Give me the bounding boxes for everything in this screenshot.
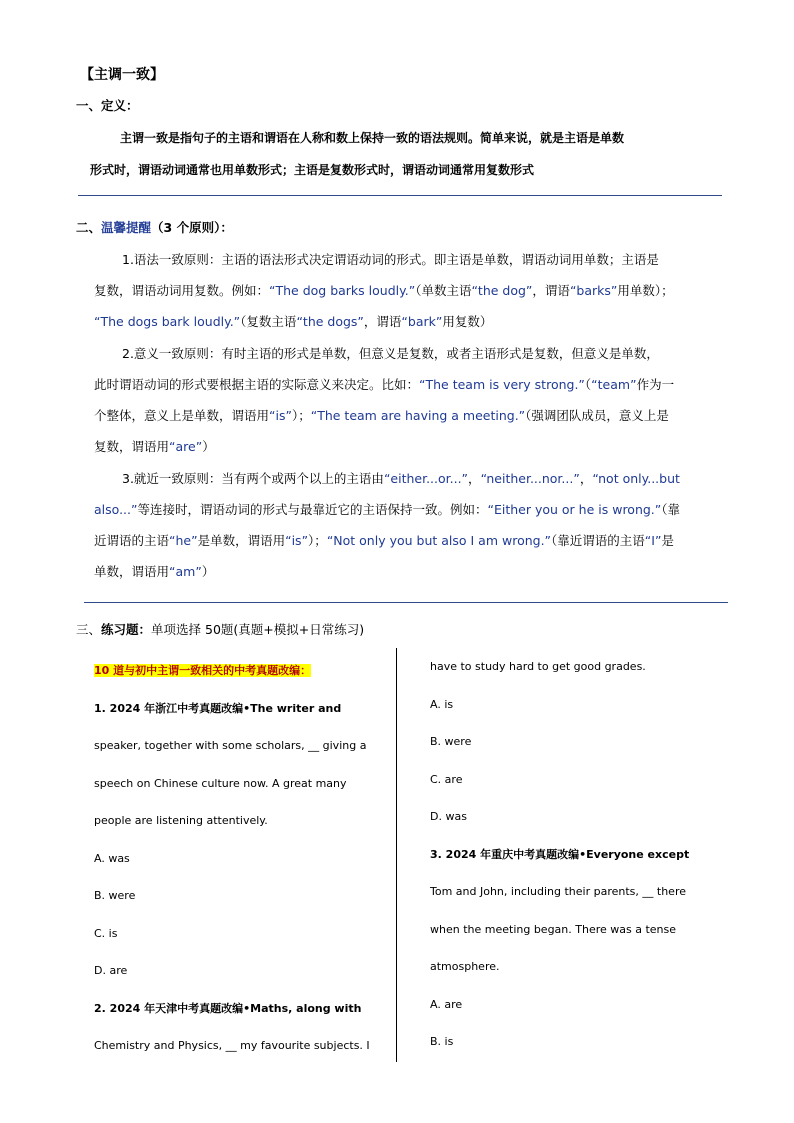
divider-1 <box>78 195 722 196</box>
question-3-line-3: when the meeting began. There was a tense <box>430 922 677 936</box>
column-divider <box>396 648 397 1062</box>
principle-3 <box>94 463 724 587</box>
section-definition-heading: 一、定义： <box>76 98 139 113</box>
text: ）； <box>308 533 327 548</box>
tips-heading-prefix: 二、 <box>76 220 102 235</box>
principle-1 <box>94 244 724 337</box>
q3-option: B. is <box>430 1035 454 1048</box>
text: 复数，谓语用 <box>94 439 170 454</box>
principle-2 <box>94 338 724 462</box>
highlight-note: 10 道与初中主谓一致相关的中考真题改编： <box>94 664 312 677</box>
q2-option: A. is <box>430 697 454 711</box>
definition-line-2: 形式时，谓语动词通常也用单数形式；主语是复数形式时，谓语动词通常用复数形式 <box>90 163 535 177</box>
left-column <box>94 652 384 1065</box>
question-1-line-4: people are listening attentively. <box>94 814 268 827</box>
q1-option: A. was <box>94 851 130 865</box>
example-quote: “is” <box>269 408 292 423</box>
text: 用复数） <box>442 314 493 329</box>
example-quote: “is” <box>285 533 309 548</box>
text: ， <box>468 471 481 486</box>
question-1-line-1: 1. 2024 年浙江中考真题改编•The writer and <box>94 701 342 715</box>
principle-1-line-a: 1.语法一致原则：主语的语法形式决定谓语动词的形式。即主语是单数，谓语动词用单数；主语是 <box>122 252 659 267</box>
question-2-line-1: 2. 2024 年天津中考真题改编•Maths, along with <box>94 1001 362 1015</box>
section-tips-heading <box>76 218 233 236</box>
question-1-line-2: speaker, together with some scholars, __ giving a <box>94 739 367 752</box>
example-quote: “The dogs bark loudly.” <box>94 314 241 329</box>
question-2-line-3: have to study hard to get good grades. <box>430 660 646 673</box>
q2-option: D. was <box>430 810 467 823</box>
text: 单项选择 50题(真题+模拟+日常练习) <box>151 622 365 637</box>
question-2-line-2: Chemistry and Physics, __ my favourite subjects. I <box>94 1039 370 1052</box>
q1-option: B. were <box>94 889 136 902</box>
text: 个整体，意义上是单数，谓语用 <box>94 408 270 423</box>
text: （单数主语 <box>415 283 472 298</box>
text: ，谓语 <box>532 283 570 298</box>
text: 复数，谓语动词用复数。例如： <box>94 283 270 298</box>
example-quote: “I” <box>644 533 662 548</box>
q1-option: C. is <box>94 926 118 940</box>
tips-heading-suffix: （3 个原则）： <box>151 220 233 235</box>
example-quote: “the dog” <box>471 283 533 298</box>
divider-2 <box>84 602 728 603</box>
text: 作为一 <box>636 377 675 392</box>
question-3-line-2: Tom and John, including their parents, __ there <box>430 885 686 898</box>
text: ） <box>201 564 215 579</box>
text: 用单数）； <box>617 283 674 298</box>
example-quote: also...” <box>94 502 138 517</box>
text: ， <box>579 471 593 486</box>
page-title: 【主调一致】 <box>80 67 164 83</box>
section-exercise-heading <box>76 620 364 638</box>
right-column <box>430 648 720 1061</box>
definition-line-1: 主谓一致是指句子的主语和谓语在人称和数上保持一致的语法规则。简单来说，就是主语是单数 <box>120 131 625 145</box>
question-3-line-4: atmosphere. <box>430 960 500 973</box>
example-quote: “Not only you but also I am wrong.” <box>326 533 552 548</box>
text: （强调团队成员，意义上是 <box>525 408 669 423</box>
example-quote: “the dogs” <box>296 314 364 329</box>
text: 3.就近一致原则：当有两个或两个以上的主语由 <box>122 471 384 486</box>
example-quote: “The dog barks loudly.” <box>269 283 416 298</box>
example-quote: “not only...but <box>592 471 680 486</box>
text: （ <box>584 377 592 392</box>
example-quote: “either...or...” <box>383 471 469 486</box>
text: ，谓语 <box>363 314 402 329</box>
text: （复数主语 <box>240 314 297 329</box>
text: （靠 <box>661 502 681 517</box>
text: 是 <box>661 533 674 548</box>
text: 练习题： <box>101 622 152 637</box>
example-quote: “am” <box>169 564 202 579</box>
example-quote: “barks” <box>569 283 618 298</box>
text: 三、 <box>76 622 102 637</box>
question-3-line-1: 3. 2024 年重庆中考真题改编•Everyone except <box>430 847 690 861</box>
text: 等连接时，谓语动词的形式与最靠近它的主语保持一致。例如： <box>137 502 488 517</box>
text: 单数，谓语用 <box>94 564 170 579</box>
q1-option: D. are <box>94 964 128 977</box>
definition-paragraph <box>90 122 720 186</box>
text: ）； <box>291 408 311 423</box>
q3-option: A. are <box>430 997 463 1011</box>
tips-heading-highlight: 温馨提醒 <box>101 220 152 235</box>
example-quote: “bark” <box>401 314 443 329</box>
example-quote: “The team are having a meeting.” <box>310 408 526 423</box>
example-quote: “Either you or he is wrong.” <box>487 502 662 517</box>
text: 近谓语的主语 <box>94 533 170 548</box>
principle-2-line-a: 2.意义一致原则：有时主语的形式是单数，但意义是复数，或者主语形式是复数，但意义是单数， <box>122 346 659 361</box>
example-quote: “neither...nor...” <box>480 471 580 486</box>
example-quote: “team” <box>591 377 637 392</box>
text: （靠近谓语的主语 <box>551 533 645 548</box>
q2-option: B. were <box>430 735 472 748</box>
text: ） <box>202 439 215 454</box>
q2-option: C. are <box>430 772 463 786</box>
text: 此时谓语动词的形式要根据主语的实际意义来决定。比如： <box>94 377 420 392</box>
text: 是单数，谓语用 <box>197 533 286 548</box>
example-quote: “The team is very strong.” <box>419 377 585 392</box>
question-1-line-3: speech on Chinese culture now. A great many <box>94 776 347 790</box>
example-quote: “are” <box>169 439 203 454</box>
example-quote: “he” <box>169 533 198 548</box>
